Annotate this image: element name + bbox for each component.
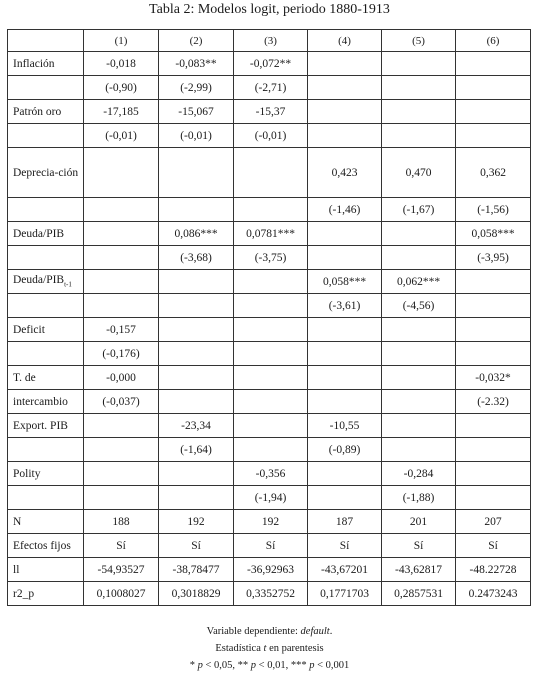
header-blank-cell bbox=[8, 30, 84, 52]
column-header: (3) bbox=[234, 30, 308, 52]
table-cell: (-2,71) bbox=[234, 76, 308, 100]
table-cell bbox=[456, 124, 531, 148]
table-cell: (-3,68) bbox=[159, 246, 234, 270]
table-cell: -54,93527 bbox=[84, 558, 159, 582]
table-row bbox=[8, 342, 531, 366]
table-cell bbox=[456, 100, 531, 124]
table-cell: Sí bbox=[159, 534, 234, 558]
table-cell: 207 bbox=[456, 510, 531, 534]
table-cell bbox=[382, 100, 456, 124]
table-cell bbox=[159, 198, 234, 222]
table-row bbox=[8, 414, 531, 438]
table-cell: -0,083** bbox=[159, 52, 234, 76]
row-label bbox=[8, 582, 84, 606]
table-row bbox=[8, 246, 531, 270]
table-cell: 0.2473243 bbox=[456, 582, 531, 606]
table-row bbox=[8, 52, 531, 76]
table-cell bbox=[382, 438, 456, 462]
table-cell: -48.22728 bbox=[456, 558, 531, 582]
row-label bbox=[8, 534, 84, 558]
table-cell: (-1,56) bbox=[456, 198, 531, 222]
table-cell bbox=[382, 318, 456, 342]
row-label bbox=[8, 148, 84, 198]
row-label bbox=[8, 294, 84, 318]
row-label bbox=[8, 198, 84, 222]
row-label bbox=[8, 76, 84, 100]
table-cell bbox=[84, 148, 159, 198]
table-row bbox=[8, 222, 531, 246]
table-cell bbox=[382, 342, 456, 366]
table-cell bbox=[456, 270, 531, 294]
table-cell bbox=[159, 390, 234, 414]
table-cell: 0,2857531 bbox=[382, 582, 456, 606]
table-row bbox=[8, 76, 531, 100]
table-cell bbox=[382, 124, 456, 148]
table-cell: 201 bbox=[382, 510, 456, 534]
column-header: (2) bbox=[159, 30, 234, 52]
table-cell: (-0,037) bbox=[84, 390, 159, 414]
row-label bbox=[8, 222, 84, 246]
table-cell: -15,37 bbox=[234, 100, 308, 124]
table-cell: Sí bbox=[456, 534, 531, 558]
table-cell bbox=[234, 390, 308, 414]
column-header: (5) bbox=[382, 30, 456, 52]
table-cell: (-1,88) bbox=[382, 486, 456, 510]
table-cell bbox=[456, 414, 531, 438]
row-label bbox=[8, 52, 84, 76]
row-label bbox=[8, 558, 84, 582]
note-dependent-variable: Variable dependiente: default. bbox=[206, 626, 333, 637]
row-label bbox=[8, 438, 84, 462]
table-cell bbox=[84, 294, 159, 318]
row-label-text: Patrón oro bbox=[13, 105, 62, 118]
table-cell: -23,34 bbox=[159, 414, 234, 438]
table-cell: -43,67201 bbox=[308, 558, 382, 582]
table-cell: -0,032* bbox=[456, 366, 531, 390]
header-row bbox=[8, 30, 531, 52]
table-cell bbox=[159, 486, 234, 510]
table-cell bbox=[308, 246, 382, 270]
table-cell bbox=[308, 318, 382, 342]
table-cell bbox=[234, 366, 308, 390]
table-cell: 0,1008027 bbox=[84, 582, 159, 606]
row-label-text: intercambio bbox=[13, 395, 68, 408]
table-cell bbox=[456, 52, 531, 76]
table-row bbox=[8, 390, 531, 414]
table-notes bbox=[0, 623, 539, 674]
row-label bbox=[8, 366, 84, 390]
table-row bbox=[8, 366, 531, 390]
row-label-text: T. de bbox=[13, 371, 36, 384]
table-row bbox=[8, 534, 531, 558]
table-cell bbox=[308, 486, 382, 510]
table-cell: -0,356 bbox=[234, 462, 308, 486]
table-cell: (-3,75) bbox=[234, 246, 308, 270]
table-cell: Sí bbox=[308, 534, 382, 558]
table-cell: 0,062*** bbox=[382, 270, 456, 294]
table-row bbox=[8, 438, 531, 462]
table-cell bbox=[159, 366, 234, 390]
table-cell bbox=[234, 294, 308, 318]
row-label bbox=[8, 390, 84, 414]
row-label bbox=[8, 318, 84, 342]
table-cell bbox=[234, 438, 308, 462]
table-cell bbox=[159, 342, 234, 366]
row-label bbox=[8, 270, 84, 294]
table-cell: Sí bbox=[84, 534, 159, 558]
table-cell bbox=[159, 462, 234, 486]
table-cell: -0,284 bbox=[382, 462, 456, 486]
table-cell: 0,470 bbox=[382, 148, 456, 198]
table-cell: -0,000 bbox=[84, 366, 159, 390]
table-row bbox=[8, 318, 531, 342]
table-row bbox=[8, 510, 531, 534]
table-cell bbox=[84, 414, 159, 438]
table-cell: 188 bbox=[84, 510, 159, 534]
table-cell: -36,92963 bbox=[234, 558, 308, 582]
table-row bbox=[8, 294, 531, 318]
table-cell bbox=[382, 390, 456, 414]
row-label bbox=[8, 462, 84, 486]
row-label bbox=[8, 124, 84, 148]
regression-table bbox=[7, 29, 531, 606]
table-row bbox=[8, 270, 531, 294]
table-cell bbox=[308, 342, 382, 366]
table-cell bbox=[308, 390, 382, 414]
table-cell: 0,0781*** bbox=[234, 222, 308, 246]
table-cell: (-0,01) bbox=[84, 124, 159, 148]
row-label-text: Export. PIB bbox=[13, 419, 68, 432]
table-cell: 0,058*** bbox=[308, 270, 382, 294]
row-label-text: Deuda/PIB bbox=[13, 227, 65, 240]
table-body bbox=[8, 30, 531, 606]
table-cell bbox=[456, 294, 531, 318]
table-cell bbox=[84, 486, 159, 510]
table-cell bbox=[456, 438, 531, 462]
row-label bbox=[8, 246, 84, 270]
table-cell: -43,62817 bbox=[382, 558, 456, 582]
table-cell bbox=[382, 76, 456, 100]
table-cell: (-0,176) bbox=[84, 342, 159, 366]
table-cell bbox=[382, 414, 456, 438]
row-label bbox=[8, 342, 84, 366]
table-row bbox=[8, 558, 531, 582]
table-cell: -38,78477 bbox=[159, 558, 234, 582]
table-cell bbox=[308, 76, 382, 100]
table-row bbox=[8, 124, 531, 148]
table-row bbox=[8, 582, 531, 606]
table-cell bbox=[234, 342, 308, 366]
column-header: (4) bbox=[308, 30, 382, 52]
note-t-statistic: Estadística t en parentesis bbox=[215, 643, 324, 654]
row-label-text: r2_p bbox=[13, 587, 35, 600]
row-label-text: Deficit bbox=[13, 323, 45, 336]
table-cell: 0,3352752 bbox=[234, 582, 308, 606]
table-cell bbox=[382, 366, 456, 390]
table-cell: 0,362 bbox=[456, 148, 531, 198]
table-cell: (-2.32) bbox=[456, 390, 531, 414]
table-cell: (-1,46) bbox=[308, 198, 382, 222]
row-label-text: N bbox=[13, 515, 22, 528]
table-cell: (-3,61) bbox=[308, 294, 382, 318]
table-cell bbox=[234, 148, 308, 198]
row-label-text: Deprecia-ción bbox=[13, 166, 79, 179]
column-header: (1) bbox=[84, 30, 159, 52]
table-caption: Tabla 2: Modelos logit, periodo 1880-1913 bbox=[149, 2, 390, 17]
table-cell bbox=[382, 222, 456, 246]
table-cell: (-2,99) bbox=[159, 76, 234, 100]
table-cell: Sí bbox=[382, 534, 456, 558]
table-cell: (-1,94) bbox=[234, 486, 308, 510]
table-cell: 0,1771703 bbox=[308, 582, 382, 606]
table-cell bbox=[382, 246, 456, 270]
table-cell: -17,185 bbox=[84, 100, 159, 124]
table-cell: 192 bbox=[159, 510, 234, 534]
row-label-text: Deuda/PIB bbox=[13, 274, 65, 287]
table-cell bbox=[456, 318, 531, 342]
table-cell bbox=[159, 148, 234, 198]
table-cell: 187 bbox=[308, 510, 382, 534]
table-cell bbox=[159, 318, 234, 342]
table-cell: (-4,56) bbox=[382, 294, 456, 318]
table-cell bbox=[456, 76, 531, 100]
table-cell bbox=[382, 52, 456, 76]
table-cell: (-0,89) bbox=[308, 438, 382, 462]
table-cell: 0,058*** bbox=[456, 222, 531, 246]
table-cell: Sí bbox=[234, 534, 308, 558]
table-row bbox=[8, 100, 531, 124]
table-cell: (-0,01) bbox=[234, 124, 308, 148]
table-cell bbox=[456, 462, 531, 486]
table-cell: (-1,67) bbox=[382, 198, 456, 222]
table-cell: 192 bbox=[234, 510, 308, 534]
table-cell: 0,423 bbox=[308, 148, 382, 198]
table-row bbox=[8, 462, 531, 486]
table-cell bbox=[84, 270, 159, 294]
table-row bbox=[8, 198, 531, 222]
table-cell bbox=[308, 366, 382, 390]
table-cell: -0,018 bbox=[84, 52, 159, 76]
table-cell bbox=[308, 52, 382, 76]
table-cell bbox=[456, 486, 531, 510]
row-label-text: ll bbox=[13, 563, 20, 576]
table-cell: -15,067 bbox=[159, 100, 234, 124]
row-label-text: Inflación bbox=[13, 57, 55, 70]
table-row bbox=[8, 148, 531, 198]
table-cell: (-0,01) bbox=[159, 124, 234, 148]
table-cell bbox=[234, 198, 308, 222]
table-cell bbox=[308, 222, 382, 246]
table-cell: -0,157 bbox=[84, 318, 159, 342]
table-cell: -10,55 bbox=[308, 414, 382, 438]
table-cell bbox=[456, 342, 531, 366]
table-cell: -0,072** bbox=[234, 52, 308, 76]
row-label bbox=[8, 414, 84, 438]
row-label-subscript: t-1 bbox=[64, 280, 72, 289]
table-cell: 0,086*** bbox=[159, 222, 234, 246]
table-cell bbox=[234, 270, 308, 294]
table-cell bbox=[308, 124, 382, 148]
table-cell: 0,3018829 bbox=[159, 582, 234, 606]
table-cell bbox=[159, 270, 234, 294]
row-label-text: Efectos fijos bbox=[13, 539, 71, 552]
note-significance: * p < 0,05, ** p < 0,01, *** p < 0,001 bbox=[189, 660, 350, 671]
table-cell bbox=[234, 318, 308, 342]
table-cell: (-1,64) bbox=[159, 438, 234, 462]
row-label bbox=[8, 100, 84, 124]
table-cell: (-0,90) bbox=[84, 76, 159, 100]
column-header: (6) bbox=[456, 30, 531, 52]
table-cell bbox=[84, 246, 159, 270]
row-label bbox=[8, 510, 84, 534]
table-cell: (-3,95) bbox=[456, 246, 531, 270]
table-cell bbox=[84, 198, 159, 222]
table-row bbox=[8, 486, 531, 510]
table-cell bbox=[84, 462, 159, 486]
table-cell bbox=[159, 294, 234, 318]
row-label bbox=[8, 486, 84, 510]
table-cell bbox=[308, 462, 382, 486]
row-label-text: Polity bbox=[13, 467, 41, 480]
table-cell bbox=[84, 438, 159, 462]
table-cell bbox=[84, 222, 159, 246]
table-cell bbox=[234, 414, 308, 438]
table-cell bbox=[308, 100, 382, 124]
